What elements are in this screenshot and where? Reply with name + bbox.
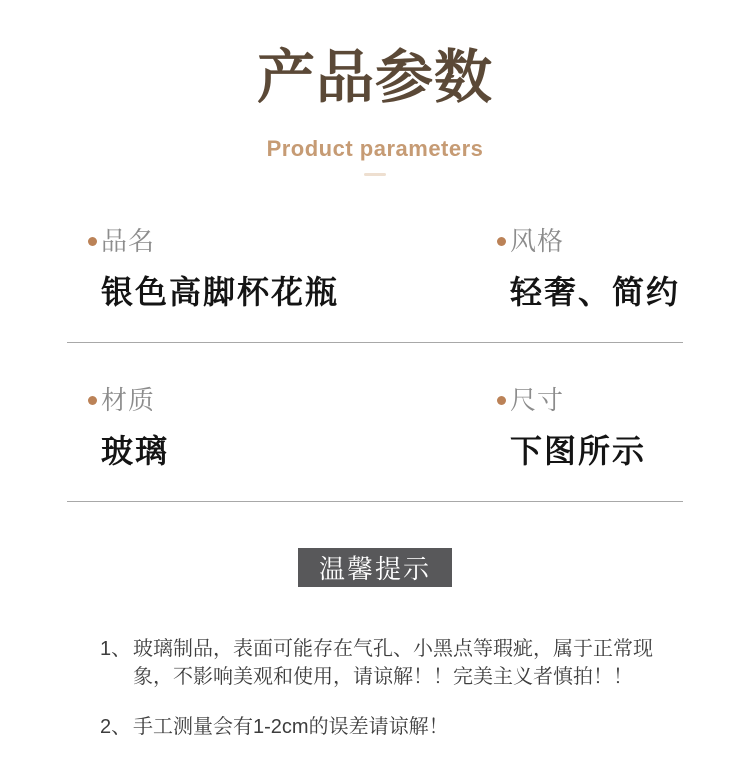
page-title: 产品参数 [256, 45, 493, 110]
divider-line [67, 501, 683, 502]
param-item-size [409, 385, 750, 469]
note-number: 1、 [100, 638, 132, 660]
param-label: 材质 [101, 385, 156, 415]
param-head [497, 226, 750, 256]
page-subtitle: Product parameters [266, 136, 484, 161]
note-number: 2、 [100, 716, 132, 738]
param-head [497, 385, 750, 415]
param-row-1 [0, 176, 750, 342]
param-label: 尺寸 [510, 385, 565, 415]
param-label: 风格 [510, 226, 565, 256]
bullet-dot-icon [497, 237, 506, 246]
page-header [0, 0, 750, 176]
note-text: 手工测量会有1-2cm的误差请谅解！ [133, 716, 449, 738]
note-item-2 [100, 713, 660, 741]
tips-badge: 温馨提示 [298, 548, 452, 587]
param-row-2 [0, 343, 750, 501]
param-value: 轻奢、简约 [510, 274, 681, 310]
param-value: 玻璃 [101, 433, 170, 469]
param-head [88, 385, 409, 415]
note-item-1 [100, 635, 660, 691]
param-item-material [0, 385, 409, 469]
bullet-dot-icon [88, 396, 97, 405]
param-item-name [0, 226, 409, 310]
notes-list [100, 635, 660, 741]
param-item-style [409, 226, 750, 310]
param-value: 银色高脚杯花瓶 [101, 274, 340, 310]
param-label: 品名 [101, 226, 156, 256]
bullet-dot-icon [497, 396, 506, 405]
bullet-dot-icon [88, 237, 97, 246]
note-text: 玻璃制品，表面可能存在气孔、小黑点等瑕疵，属于正常现象，不影响美观和使用，请谅解！！完美主义者慎拍！！ [133, 638, 653, 688]
param-value: 下图所示 [510, 433, 647, 469]
param-head [88, 226, 409, 256]
